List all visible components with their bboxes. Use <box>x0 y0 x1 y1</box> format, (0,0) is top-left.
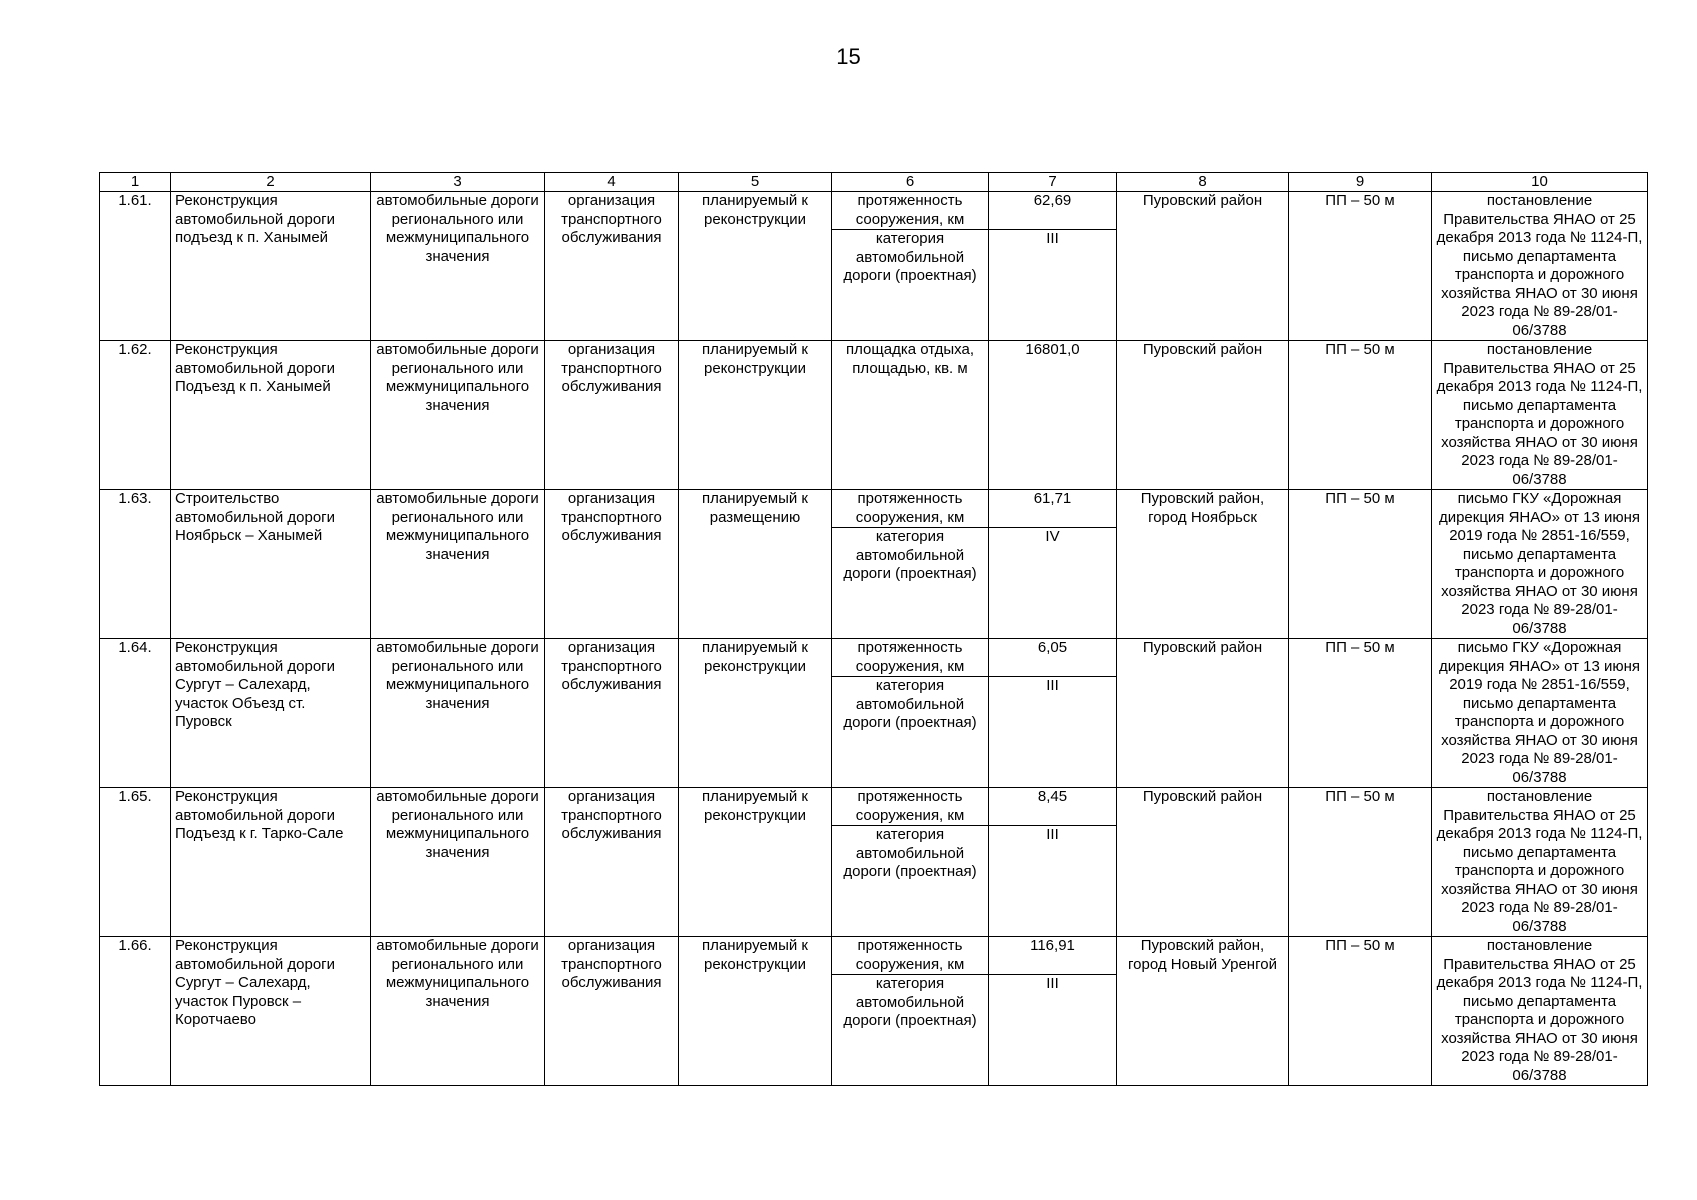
object-name: Реконструкция автомобильной дороги Подъезд к г. Тарко-Сале <box>171 788 371 937</box>
object-purpose: организация транспортного обслуживания <box>545 788 679 937</box>
row-number: 1.65. <box>100 788 171 937</box>
row-number: 1.63. <box>100 490 171 639</box>
protection-zone: ПП – 50 м <box>1289 639 1432 788</box>
object-purpose: организация транспортного обслуживания <box>545 639 679 788</box>
column-header: 7 <box>989 173 1117 192</box>
characteristic-value: IV <box>1045 528 1060 545</box>
column-header: 4 <box>545 173 679 192</box>
object-type: автомобильные дороги регионального или межмуниципального значения <box>371 341 545 490</box>
table-row <box>100 788 1648 937</box>
values-cell <box>989 937 1117 1086</box>
characteristics-cell <box>832 490 989 639</box>
legal-basis: постановление Правительства ЯНАО от 25 декабря 2013 года № 1124-П, письмо департамента транспорта и дорожного хозяйства ЯНАО от 30 июня 2023 года № 89-28/01-06/3788 <box>1432 341 1648 490</box>
table-row <box>100 937 1648 1086</box>
object-purpose: организация транспортного обслуживания <box>545 341 679 490</box>
object-type: автомобильные дороги регионального или межмуниципального значения <box>371 490 545 639</box>
object-location: Пуровский район, город Новый Уренгой <box>1117 937 1289 1086</box>
protection-zone: ПП – 50 м <box>1289 490 1432 639</box>
protection-zone: ПП – 50 м <box>1289 788 1432 937</box>
object-name: Реконструкция автомобильной дороги Подъезд к п. Ханымей <box>171 341 371 490</box>
object-status: планируемый к реконструкции <box>679 937 832 1086</box>
object-location: Пуровский район <box>1117 788 1289 937</box>
object-status: планируемый к реконструкции <box>679 639 832 788</box>
characteristic-value: III <box>1046 677 1059 694</box>
object-location: Пуровский район <box>1117 639 1289 788</box>
object-purpose: организация транспортного обслуживания <box>545 490 679 639</box>
table-header-row <box>100 173 1648 192</box>
object-purpose: организация транспортного обслуживания <box>545 937 679 1086</box>
object-location: Пуровский район, город Ноябрьск <box>1117 490 1289 639</box>
characteristic-name: протяженность сооружения, км <box>832 192 988 230</box>
legal-basis: письмо ГКУ «Дорожная дирекция ЯНАО» от 13 июня 2019 года № 2851-16/559, письмо департамента транспорта и дорожного хозяйства ЯНАО от 30 июня 2023 года № 89-28/01-06/3788 <box>1432 639 1648 788</box>
characteristics-cell <box>832 639 989 788</box>
table-row <box>100 341 1648 490</box>
column-header: 10 <box>1432 173 1648 192</box>
values-cell <box>989 490 1117 639</box>
characteristic-value: 6,05 <box>989 639 1116 677</box>
characteristic-name: протяженность сооружения, км <box>832 937 988 975</box>
table-row <box>100 490 1648 639</box>
characteristic-name: протяженность сооружения, км <box>832 490 988 528</box>
characteristic-name: категория автомобильной дороги (проектная) <box>843 826 977 880</box>
object-name: Реконструкция автомобильной дороги Сургут – Салехард, участок Пуровск – Коротчаево <box>171 937 371 1086</box>
characteristic-value: III <box>1046 975 1059 992</box>
values-cell <box>989 341 1117 490</box>
characteristics-cell <box>832 192 989 341</box>
object-type: автомобильные дороги регионального или межмуниципального значения <box>371 192 545 341</box>
protection-zone: ПП – 50 м <box>1289 192 1432 341</box>
object-status: планируемый к реконструкции <box>679 192 832 341</box>
characteristic-name: протяженность сооружения, км <box>832 639 988 677</box>
column-header: 5 <box>679 173 832 192</box>
characteristic-name: категория автомобильной дороги (проектная) <box>843 677 977 731</box>
protection-zone: ПП – 50 м <box>1289 341 1432 490</box>
object-location: Пуровский район <box>1117 192 1289 341</box>
column-header: 9 <box>1289 173 1432 192</box>
object-type: автомобильные дороги регионального или межмуниципального значения <box>371 937 545 1086</box>
object-purpose: организация транспортного обслуживания <box>545 192 679 341</box>
values-cell <box>989 192 1117 341</box>
row-number: 1.64. <box>100 639 171 788</box>
values-cell <box>989 788 1117 937</box>
characteristic-value: 61,71 <box>989 490 1116 528</box>
object-name: Строительство автомобильной дороги Ноябрьск – Ханымей <box>171 490 371 639</box>
characteristics-cell <box>832 341 989 490</box>
column-header: 6 <box>832 173 989 192</box>
legal-basis: письмо ГКУ «Дорожная дирекция ЯНАО» от 13 июня 2019 года № 2851-16/559, письмо департамента транспорта и дорожного хозяйства ЯНАО от 30 июня 2023 года № 89-28/01-06/3788 <box>1432 490 1648 639</box>
object-location: Пуровский район <box>1117 341 1289 490</box>
legal-basis: постановление Правительства ЯНАО от 25 декабря 2013 года № 1124-П, письмо департамента транспорта и дорожного хозяйства ЯНАО от 30 июня 2023 года № 89-28/01-06/3788 <box>1432 937 1648 1086</box>
legal-basis: постановление Правительства ЯНАО от 25 декабря 2013 года № 1124-П, письмо департамента транспорта и дорожного хозяйства ЯНАО от 30 июня 2023 года № 89-28/01-06/3788 <box>1432 788 1648 937</box>
object-type: автомобильные дороги регионального или межмуниципального значения <box>371 788 545 937</box>
page-number: 15 <box>836 44 861 69</box>
object-status: планируемый к размещению <box>679 490 832 639</box>
object-name: Реконструкция автомобильной дороги Сургут – Салехард, участок Объезд ст. Пуровск <box>171 639 371 788</box>
column-header: 2 <box>171 173 371 192</box>
objects-table <box>99 172 1648 1086</box>
row-number: 1.61. <box>100 192 171 341</box>
object-status: планируемый к реконструкции <box>679 788 832 937</box>
object-status: планируемый к реконструкции <box>679 341 832 490</box>
characteristic-name: категория автомобильной дороги (проектная) <box>843 528 977 582</box>
characteristic-name: площадка отдыха, площадью, кв. м <box>846 341 974 377</box>
object-type: автомобильные дороги регионального или межмуниципального значения <box>371 639 545 788</box>
table-row <box>100 639 1648 788</box>
characteristics-cell <box>832 788 989 937</box>
row-number: 1.62. <box>100 341 171 490</box>
legal-basis: постановление Правительства ЯНАО от 25 декабря 2013 года № 1124-П, письмо департамента транспорта и дорожного хозяйства ЯНАО от 30 июня 2023 года № 89-28/01-06/3788 <box>1432 192 1648 341</box>
table-row <box>100 192 1648 341</box>
row-number: 1.66. <box>100 937 171 1086</box>
characteristic-value: 16801,0 <box>1025 341 1080 358</box>
characteristic-value: III <box>1046 230 1059 247</box>
characteristics-cell <box>832 937 989 1086</box>
characteristic-value: 62,69 <box>989 192 1116 230</box>
characteristic-value: III <box>1046 826 1059 843</box>
column-header: 1 <box>100 173 171 192</box>
characteristic-name: категория автомобильной дороги (проектная) <box>843 230 977 284</box>
values-cell <box>989 639 1117 788</box>
object-name: Реконструкция автомобильной дороги подъезд к п. Ханымей <box>171 192 371 341</box>
protection-zone: ПП – 50 м <box>1289 937 1432 1086</box>
characteristic-value: 8,45 <box>989 788 1116 826</box>
characteristic-name: протяженность сооружения, км <box>832 788 988 826</box>
characteristic-name: категория автомобильной дороги (проектная) <box>843 975 977 1029</box>
characteristic-value: 116,91 <box>989 937 1116 975</box>
column-header: 8 <box>1117 173 1289 192</box>
column-header: 3 <box>371 173 545 192</box>
